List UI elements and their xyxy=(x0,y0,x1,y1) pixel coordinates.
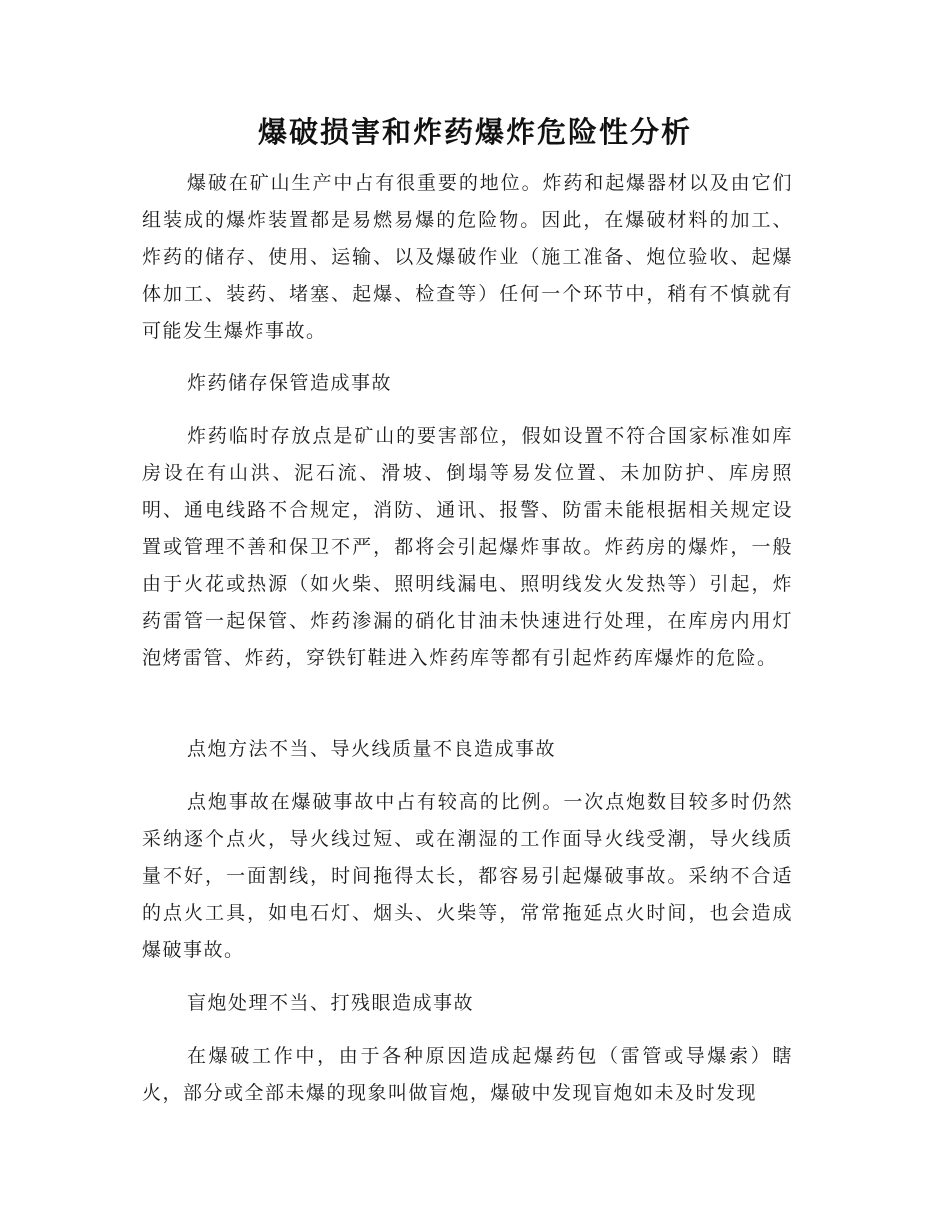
document-title: 爆破损害和炸药爆炸危险性分析 xyxy=(257,115,692,149)
section-body-misfire: 在爆破工作中，由于各种原因造成起爆药包（雷管或导爆索）瞎火，部分或全部未爆的现象叫做盲炮，爆破中发现盲炮如未及时发现 xyxy=(142,1045,793,1104)
section-body-storage: 炸药临时存放点是矿山的要害部位，假如设置不符合国家标准如库房设在有山洪、泥石流、滑坡、倒塌等易发位置、未加防护、库房照明、通电线路不合规定，消防、通讯、报警、防雷未能根据相关规定设置或管理不善和保卫不严，都将会引起爆炸事故。炸药房的爆炸，一般由于火花或热源（如火柴、照明线漏电、照明线发火发热等）引起，炸药雷管一起保管、炸药渗漏的硝化甘油未快速进行处理，在库房内用灯泡烤雷管、炸药，穿铁钉鞋进入炸药库等都有引起炸药库爆炸的危险。 xyxy=(142,425,793,669)
section-heading-ignition: 点炮方法不当、导火线质量不良造成事故 xyxy=(187,738,557,760)
section-heading-misfire: 盲炮处理不当、打残眼造成事故 xyxy=(187,992,475,1014)
section-heading-storage: 炸药储存保管造成事故 xyxy=(187,372,393,394)
intro-paragraph: 爆破在矿山生产中占有很重要的地位。炸药和起爆器材以及由它们组装成的爆炸装置都是易燃易爆的危险物。因此，在爆破材料的加工、炸药的储存、使用、运输、以及爆破作业（施工准备、炮位验收、起爆体加工、装药、堵塞、起爆、检查等）任何一个环节中，稍有不慎就有可能发生爆炸事故。 xyxy=(142,172,793,342)
section-body-ignition: 点炮事故在爆破事故中占有较高的比例。一次点炮数目较多时仍然采纳逐个点火，导火线过短、或在潮湿的工作面导火线受潮，导火线质量不好，一面割线，时间拖得太长，都容易引起爆破事故。采纳不合适的点火工具，如电石灯、烟头、火柴等，常常拖延点火时间，也会造成爆破事故。 xyxy=(142,791,793,961)
